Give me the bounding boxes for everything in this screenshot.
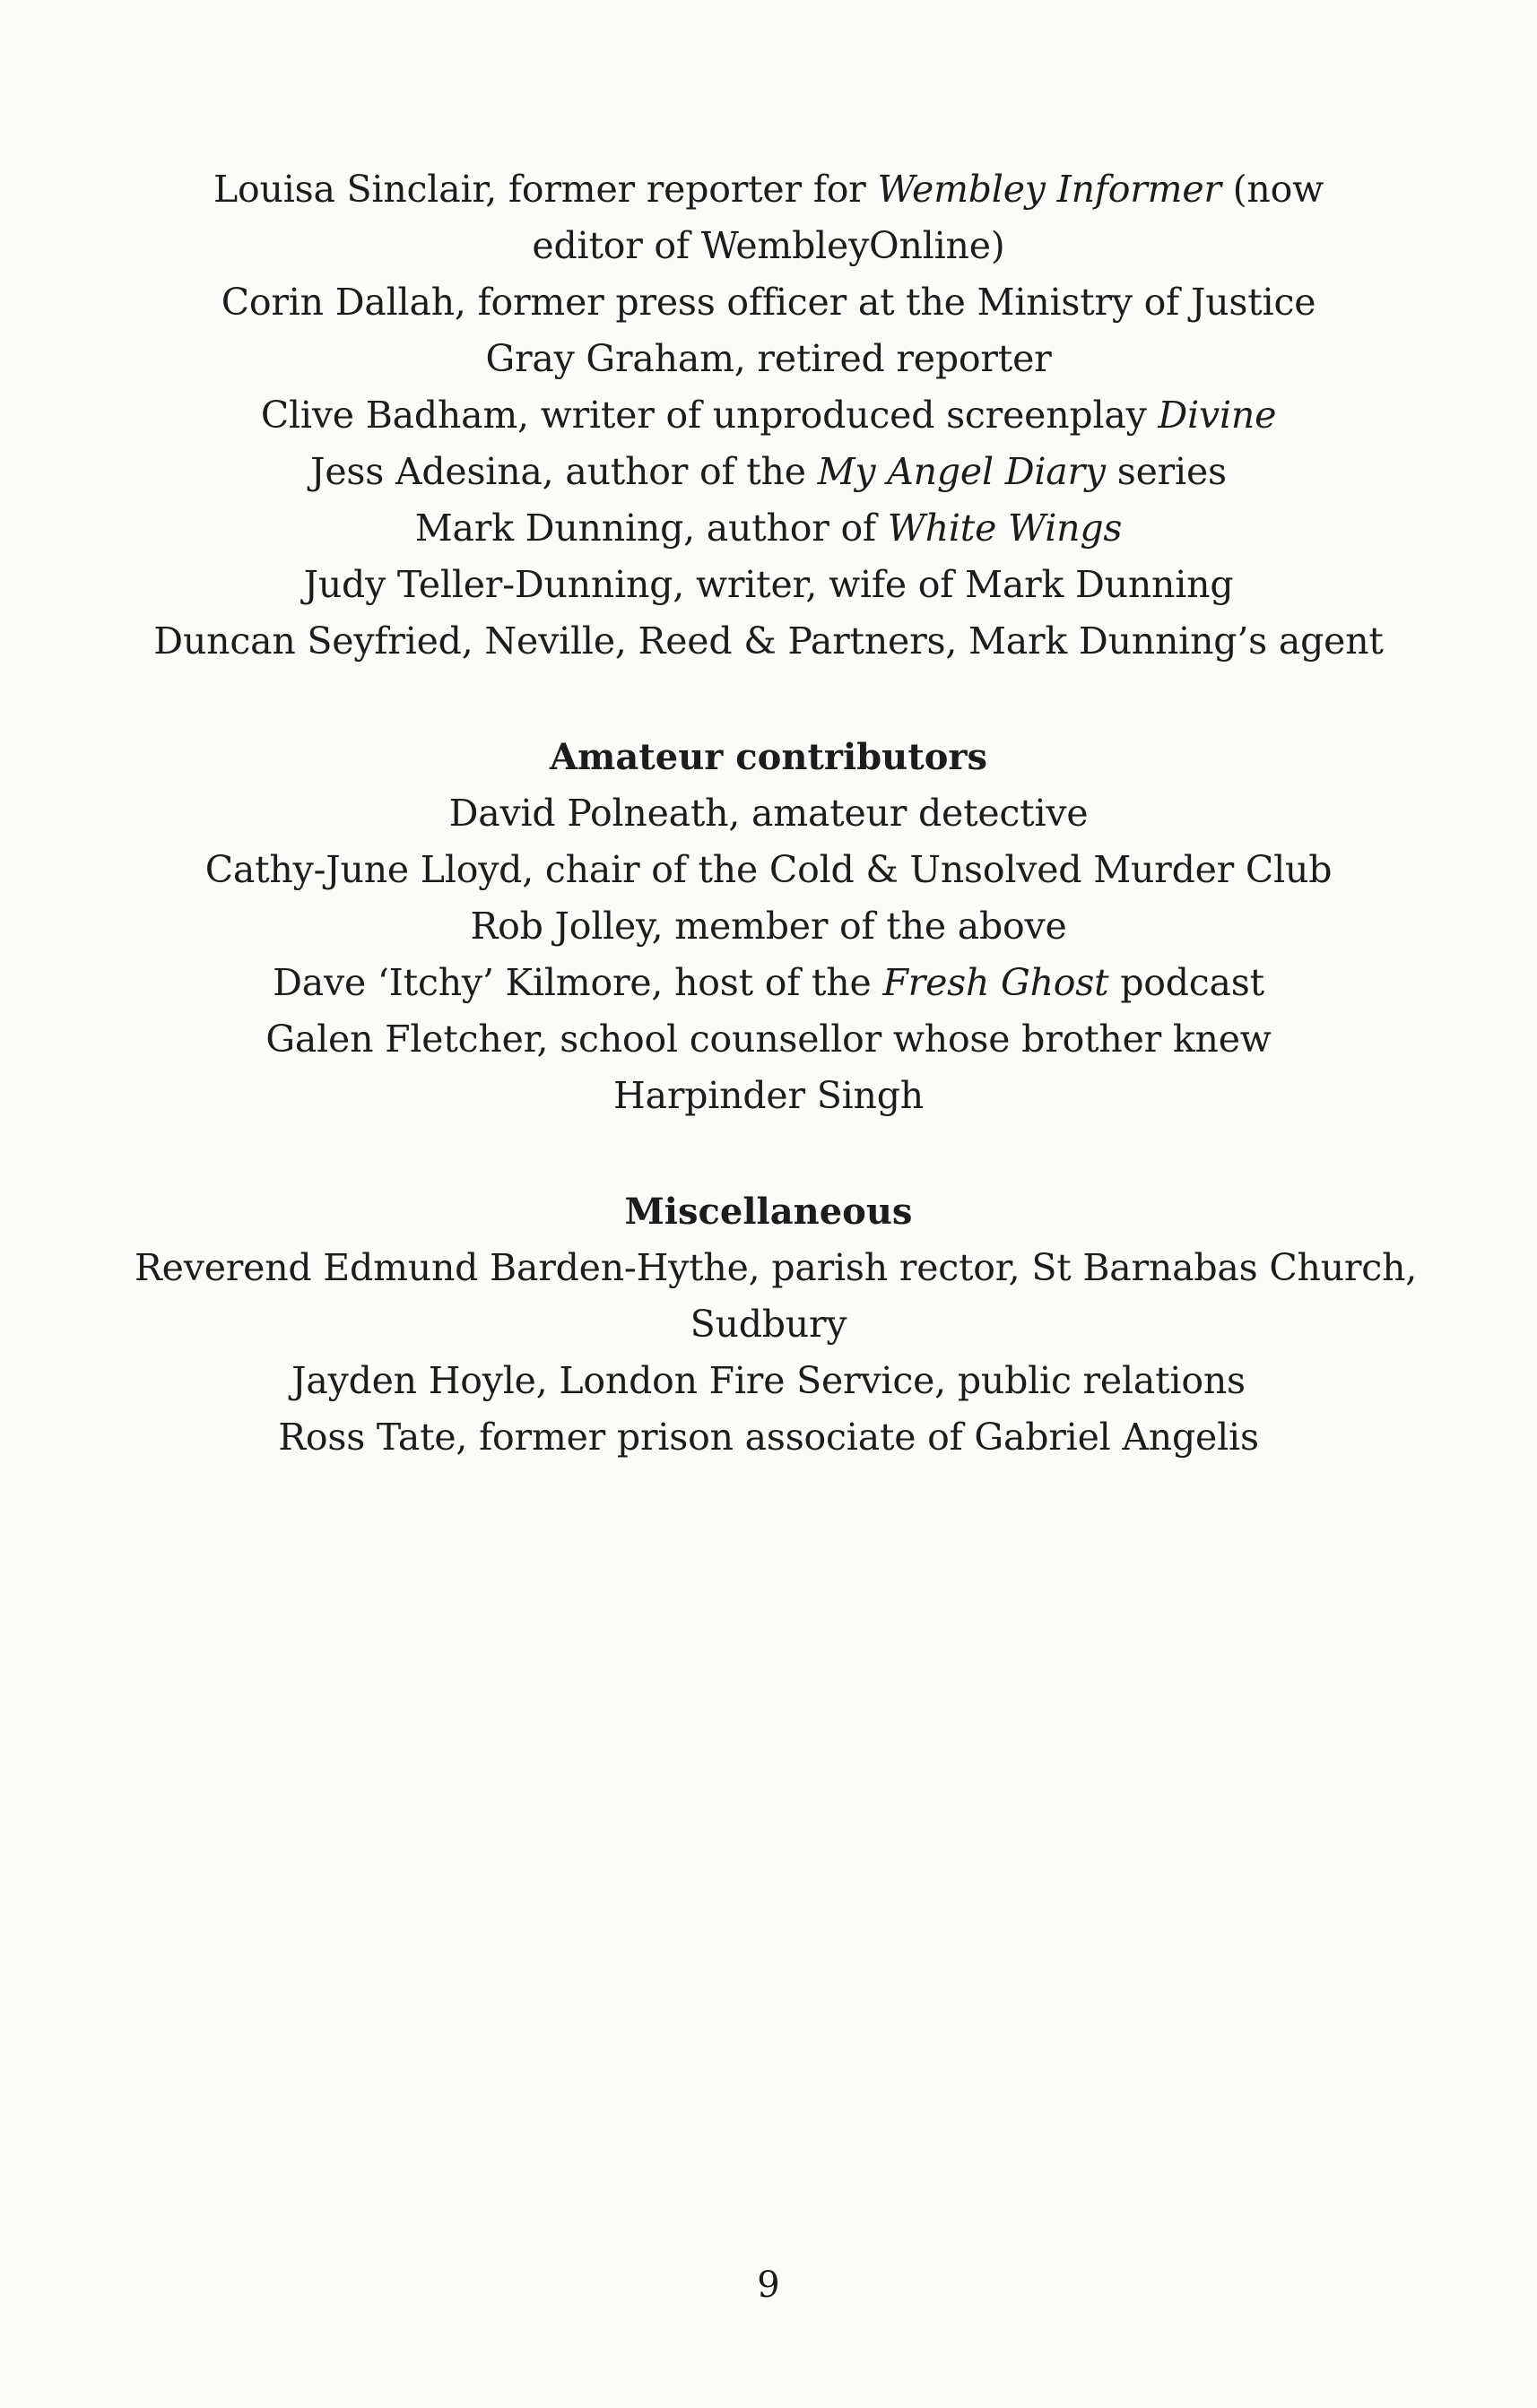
section-spacer xyxy=(135,1124,1402,1183)
list-item: Rob Jolley, member of the above xyxy=(470,905,1067,948)
list-item: Galen Fletcher, school counsellor whose brother knew xyxy=(265,1018,1272,1061)
list-item: Clive Badham, writer of unproduced screenplay Divine xyxy=(260,394,1277,437)
list-item: Jayden Hoyle, London Fire Service, public relations xyxy=(291,1359,1246,1402)
page-number: 9 xyxy=(757,2265,780,2306)
section-heading: Miscellaneous xyxy=(624,1191,913,1233)
amateur-contributors xyxy=(135,729,1402,1124)
list-item: Sudbury xyxy=(690,1303,847,1346)
miscellaneous-contributors xyxy=(135,1183,1418,1466)
list-item: David Polneath, amateur detective xyxy=(448,792,1089,835)
list-item: Ross Tate, former prison associate of Gabriel Angelis xyxy=(278,1416,1259,1459)
list-item: Mark Dunning, author of White Wings xyxy=(414,507,1123,550)
professional-contributors xyxy=(135,161,1402,670)
list-item: Corin Dallah, former press officer at the Ministry of Justice xyxy=(221,281,1316,324)
list-item: Cathy-June Lloyd, chair of the Cold & Unsolved Murder Club xyxy=(204,848,1333,891)
contributor-list xyxy=(135,161,1418,1466)
list-item: editor of WembleyOnline) xyxy=(532,224,1005,267)
list-item: Reverend Edmund Barden-Hythe, parish rector, St Barnabas Church, xyxy=(135,1246,1418,1289)
list-item: Gray Graham, retired reporter xyxy=(485,337,1052,380)
list-item: Judy Teller-Dunning, writer, wife of Mark Dunning xyxy=(303,563,1234,606)
section-spacer xyxy=(135,670,1402,729)
section-heading: Amateur contributors xyxy=(550,736,987,778)
list-item: Louisa Sinclair, former reporter for Wembley Informer (now xyxy=(213,168,1324,211)
list-item: Harpinder Singh xyxy=(613,1074,924,1117)
list-item: Jess Adesina, author of the My Angel Diary series xyxy=(310,450,1227,493)
list-item: Duncan Seyfried, Neville, Reed & Partners, Mark Dunning’s agent xyxy=(153,619,1384,663)
list-item: Dave ‘Itchy’ Kilmore, host of the Fresh Ghost podcast xyxy=(273,961,1264,1004)
